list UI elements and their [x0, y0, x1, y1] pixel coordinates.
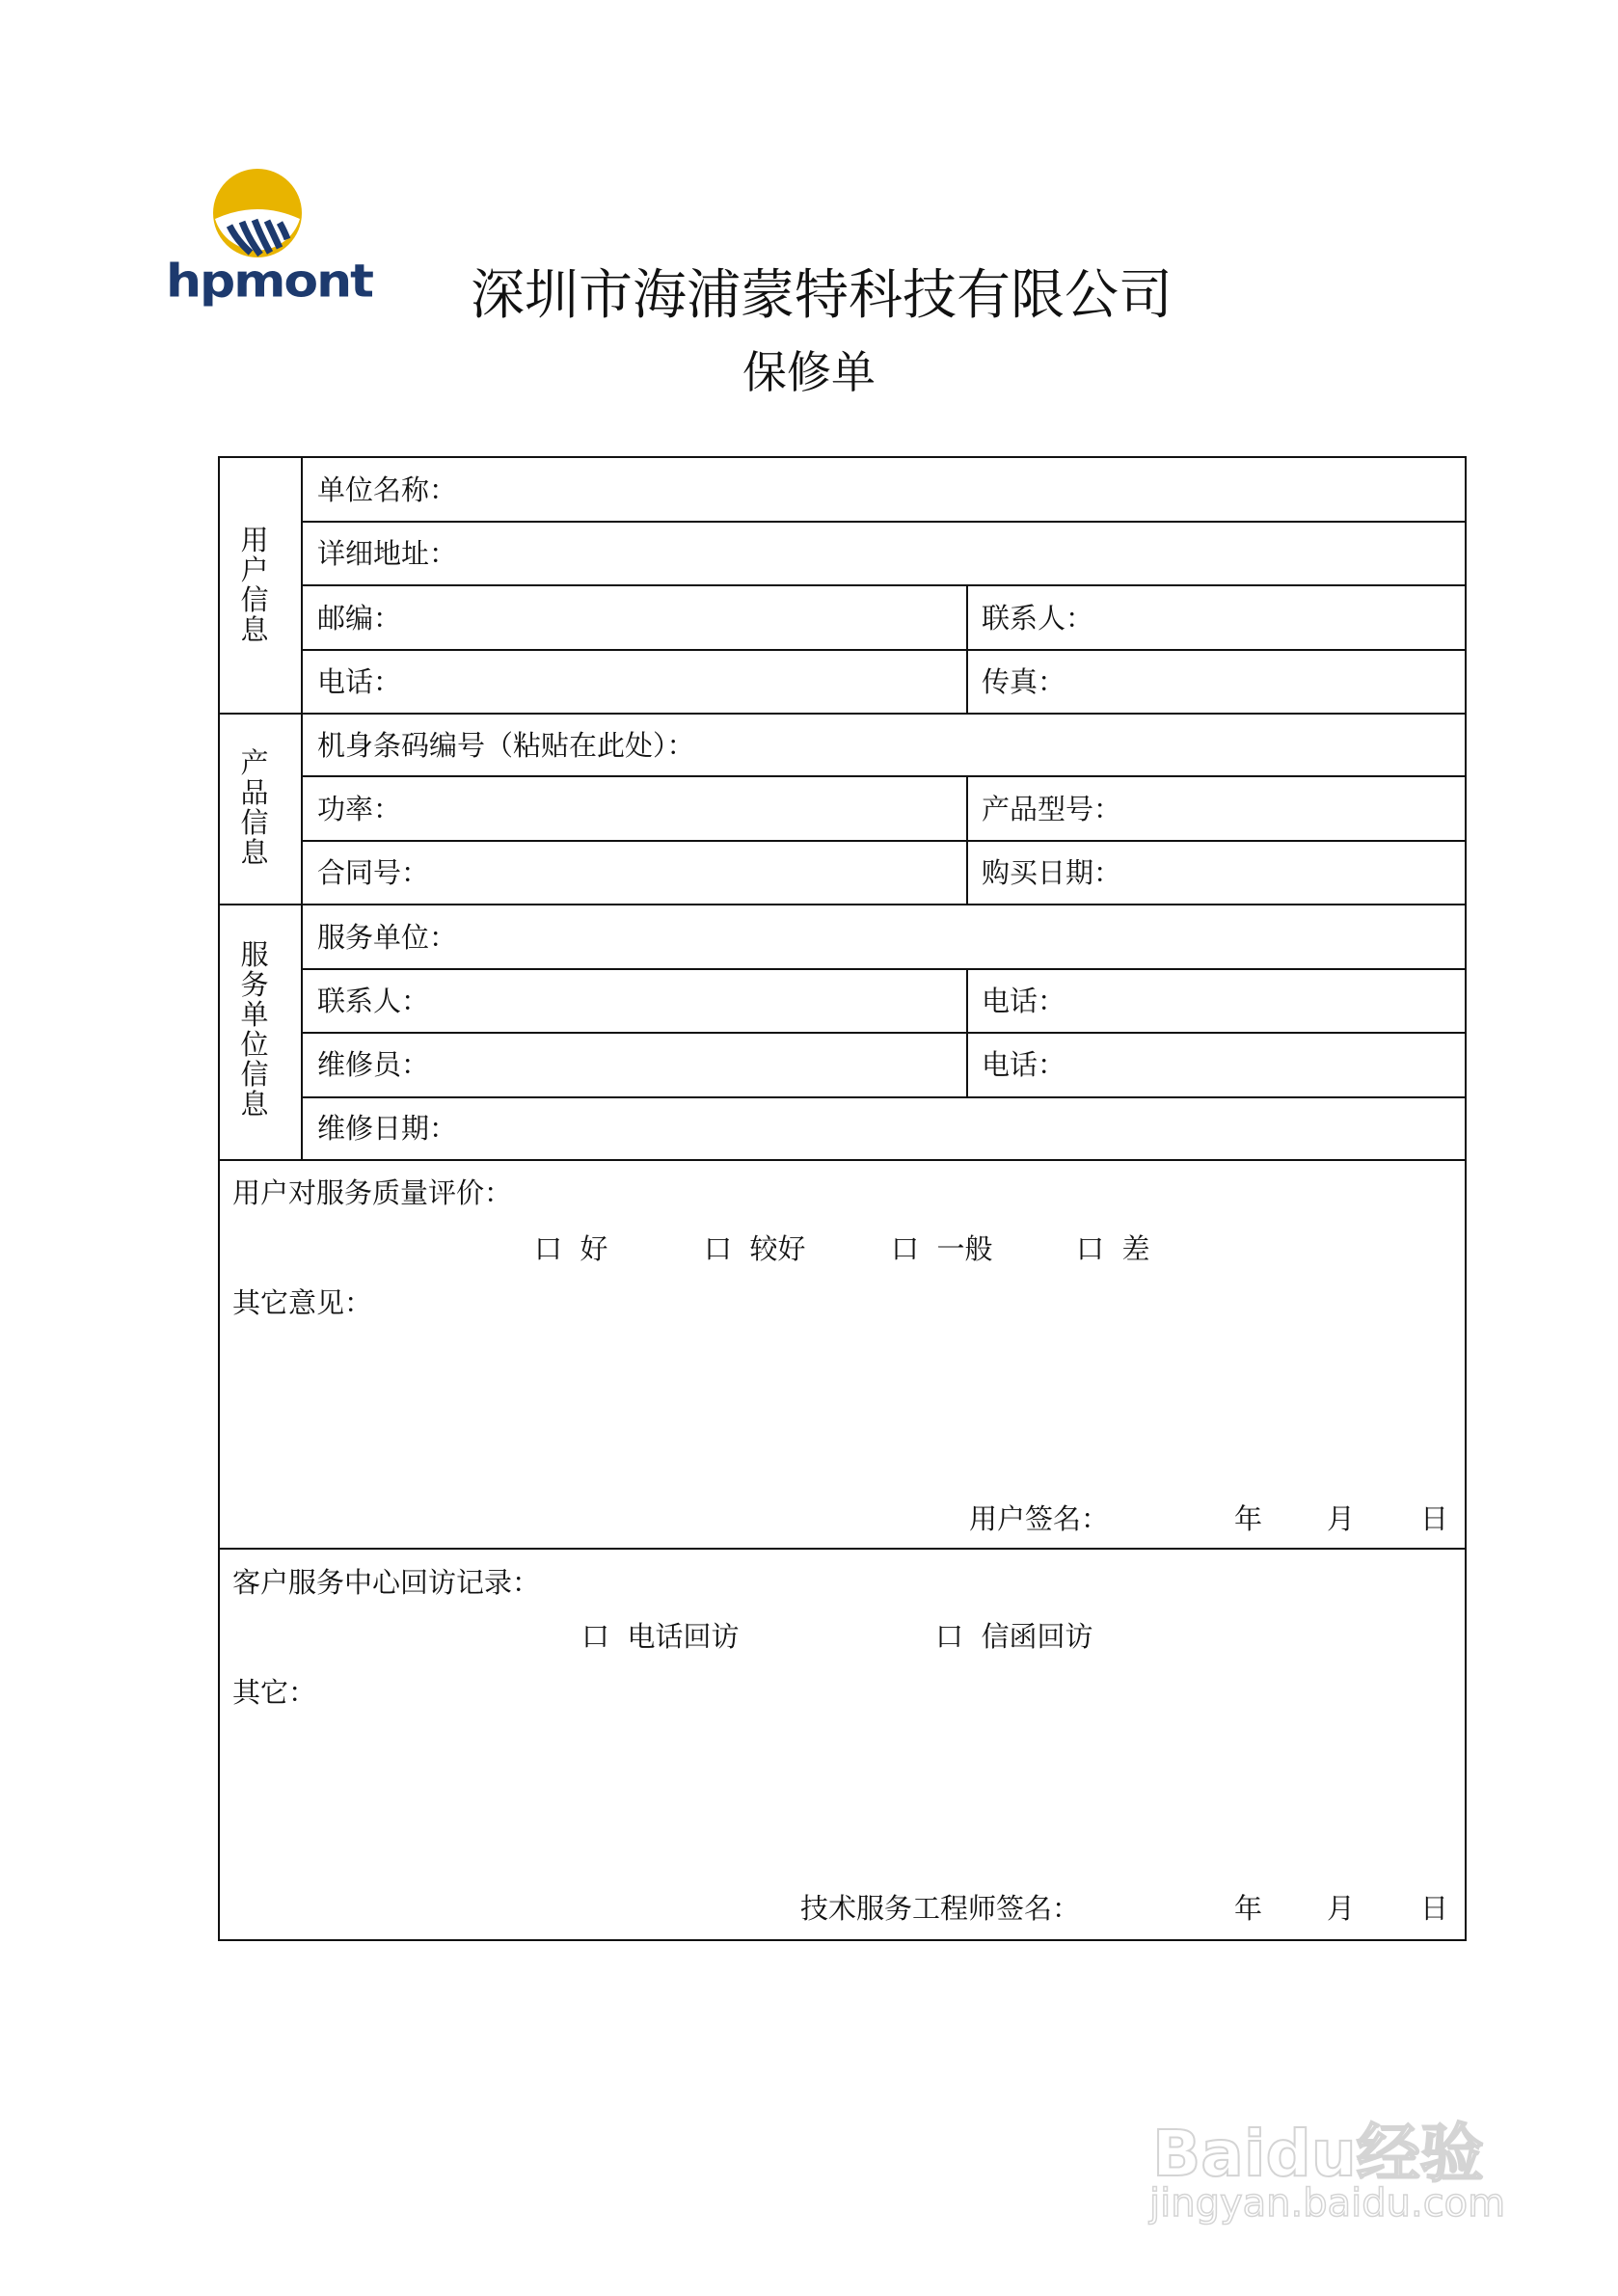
phone-field: 电话：	[317, 665, 402, 698]
barcode-field: 机身条码编号（粘贴在此处）：	[317, 729, 695, 762]
user-info-section-label: 用户信息	[240, 524, 269, 646]
service-unit-field: 服务单位：	[317, 921, 458, 954]
product-info-section-label: 产品信息	[240, 746, 269, 869]
repair-date-field: 维修日期：	[317, 1112, 458, 1145]
engineer-signature-label: 技术服务工程师签名：	[800, 1892, 1081, 1925]
option-poor[interactable]: 口 差	[1076, 1232, 1150, 1265]
power-field: 功率：	[317, 793, 402, 825]
purchase-date-field: 购买日期：	[982, 856, 1122, 889]
contact-field: 联系人：	[982, 602, 1094, 635]
logo-text: hpmont	[166, 256, 373, 308]
option-letter-followup[interactable]: 口 信函回访	[935, 1620, 1093, 1653]
address-field: 详细地址：	[317, 537, 458, 570]
option-good[interactable]: 口 好	[534, 1232, 608, 1265]
contract-field: 合同号：	[317, 856, 430, 889]
checkbox-icon[interactable]: 口	[704, 1232, 733, 1265]
month-label: 月	[1327, 1502, 1356, 1535]
day-label: 日	[1420, 1892, 1449, 1925]
day-label: 日	[1420, 1502, 1449, 1535]
unit-name-field: 单位名称：	[317, 473, 458, 506]
checkbox-icon[interactable]: 口	[581, 1620, 610, 1653]
repairer-phone-field: 电话：	[982, 1048, 1066, 1081]
service-contact-phone-field: 电话：	[982, 985, 1066, 1017]
month-label: 月	[1327, 1892, 1356, 1925]
company-name: 深圳市海浦蒙特科技有限公司	[471, 264, 1173, 327]
checkbox-icon[interactable]: 口	[534, 1232, 563, 1265]
form-title: 保修单	[742, 346, 876, 398]
service-info-section-label: 服务单位信息	[240, 938, 269, 1121]
option-fairly-good[interactable]: 口 较好	[704, 1232, 806, 1265]
other-label: 其它：	[232, 1676, 317, 1709]
evaluation-label: 用户对服务质量评价：	[232, 1176, 513, 1209]
user-signature-label: 用户签名：	[969, 1502, 1110, 1535]
fax-field: 传真：	[982, 665, 1066, 698]
service-contact-field: 联系人：	[317, 985, 430, 1017]
year-label: 年	[1234, 1502, 1263, 1535]
option-average[interactable]: 口 一般	[891, 1232, 993, 1265]
checkbox-icon[interactable]: 口	[935, 1620, 964, 1653]
other-comments-label: 其它意见：	[232, 1286, 373, 1319]
model-field: 产品型号：	[982, 793, 1122, 825]
warranty-form-page: hpmont 深圳市海浦蒙特科技有限公司 保修单 用户信息 单位名称： 详细地址： 邮编： 联系人： 电话： 传真： 产品信息 机身条码编号（粘贴在此处）： 功率： 产品型号： 合同号： 购买日期： 服务单位信息 服务单位： 联系人： 电话： 维修员： 电话： 维修日期： 用户对服务质量评价： 口 好 口 较好 口 一般 口 差 其它意见： 用户签名： 年 月 日 客户服务中心回访记录： 口 电话回访 口 信函回访 其它： 技术服务工程师签名： 年 月 日 Baidu经验 jingyan.baidu.com	[0, 0, 1618, 2296]
followup-label: 客户服务中心回访记录：	[232, 1566, 541, 1599]
checkbox-icon[interactable]: 口	[891, 1232, 920, 1265]
repairer-field: 维修员：	[317, 1048, 430, 1081]
year-label: 年	[1234, 1892, 1263, 1925]
option-phone-followup[interactable]: 口 电话回访	[581, 1620, 740, 1653]
postcode-field: 邮编：	[317, 602, 402, 635]
sun-logo-icon	[210, 166, 305, 260]
checkbox-icon[interactable]: 口	[1076, 1232, 1105, 1265]
